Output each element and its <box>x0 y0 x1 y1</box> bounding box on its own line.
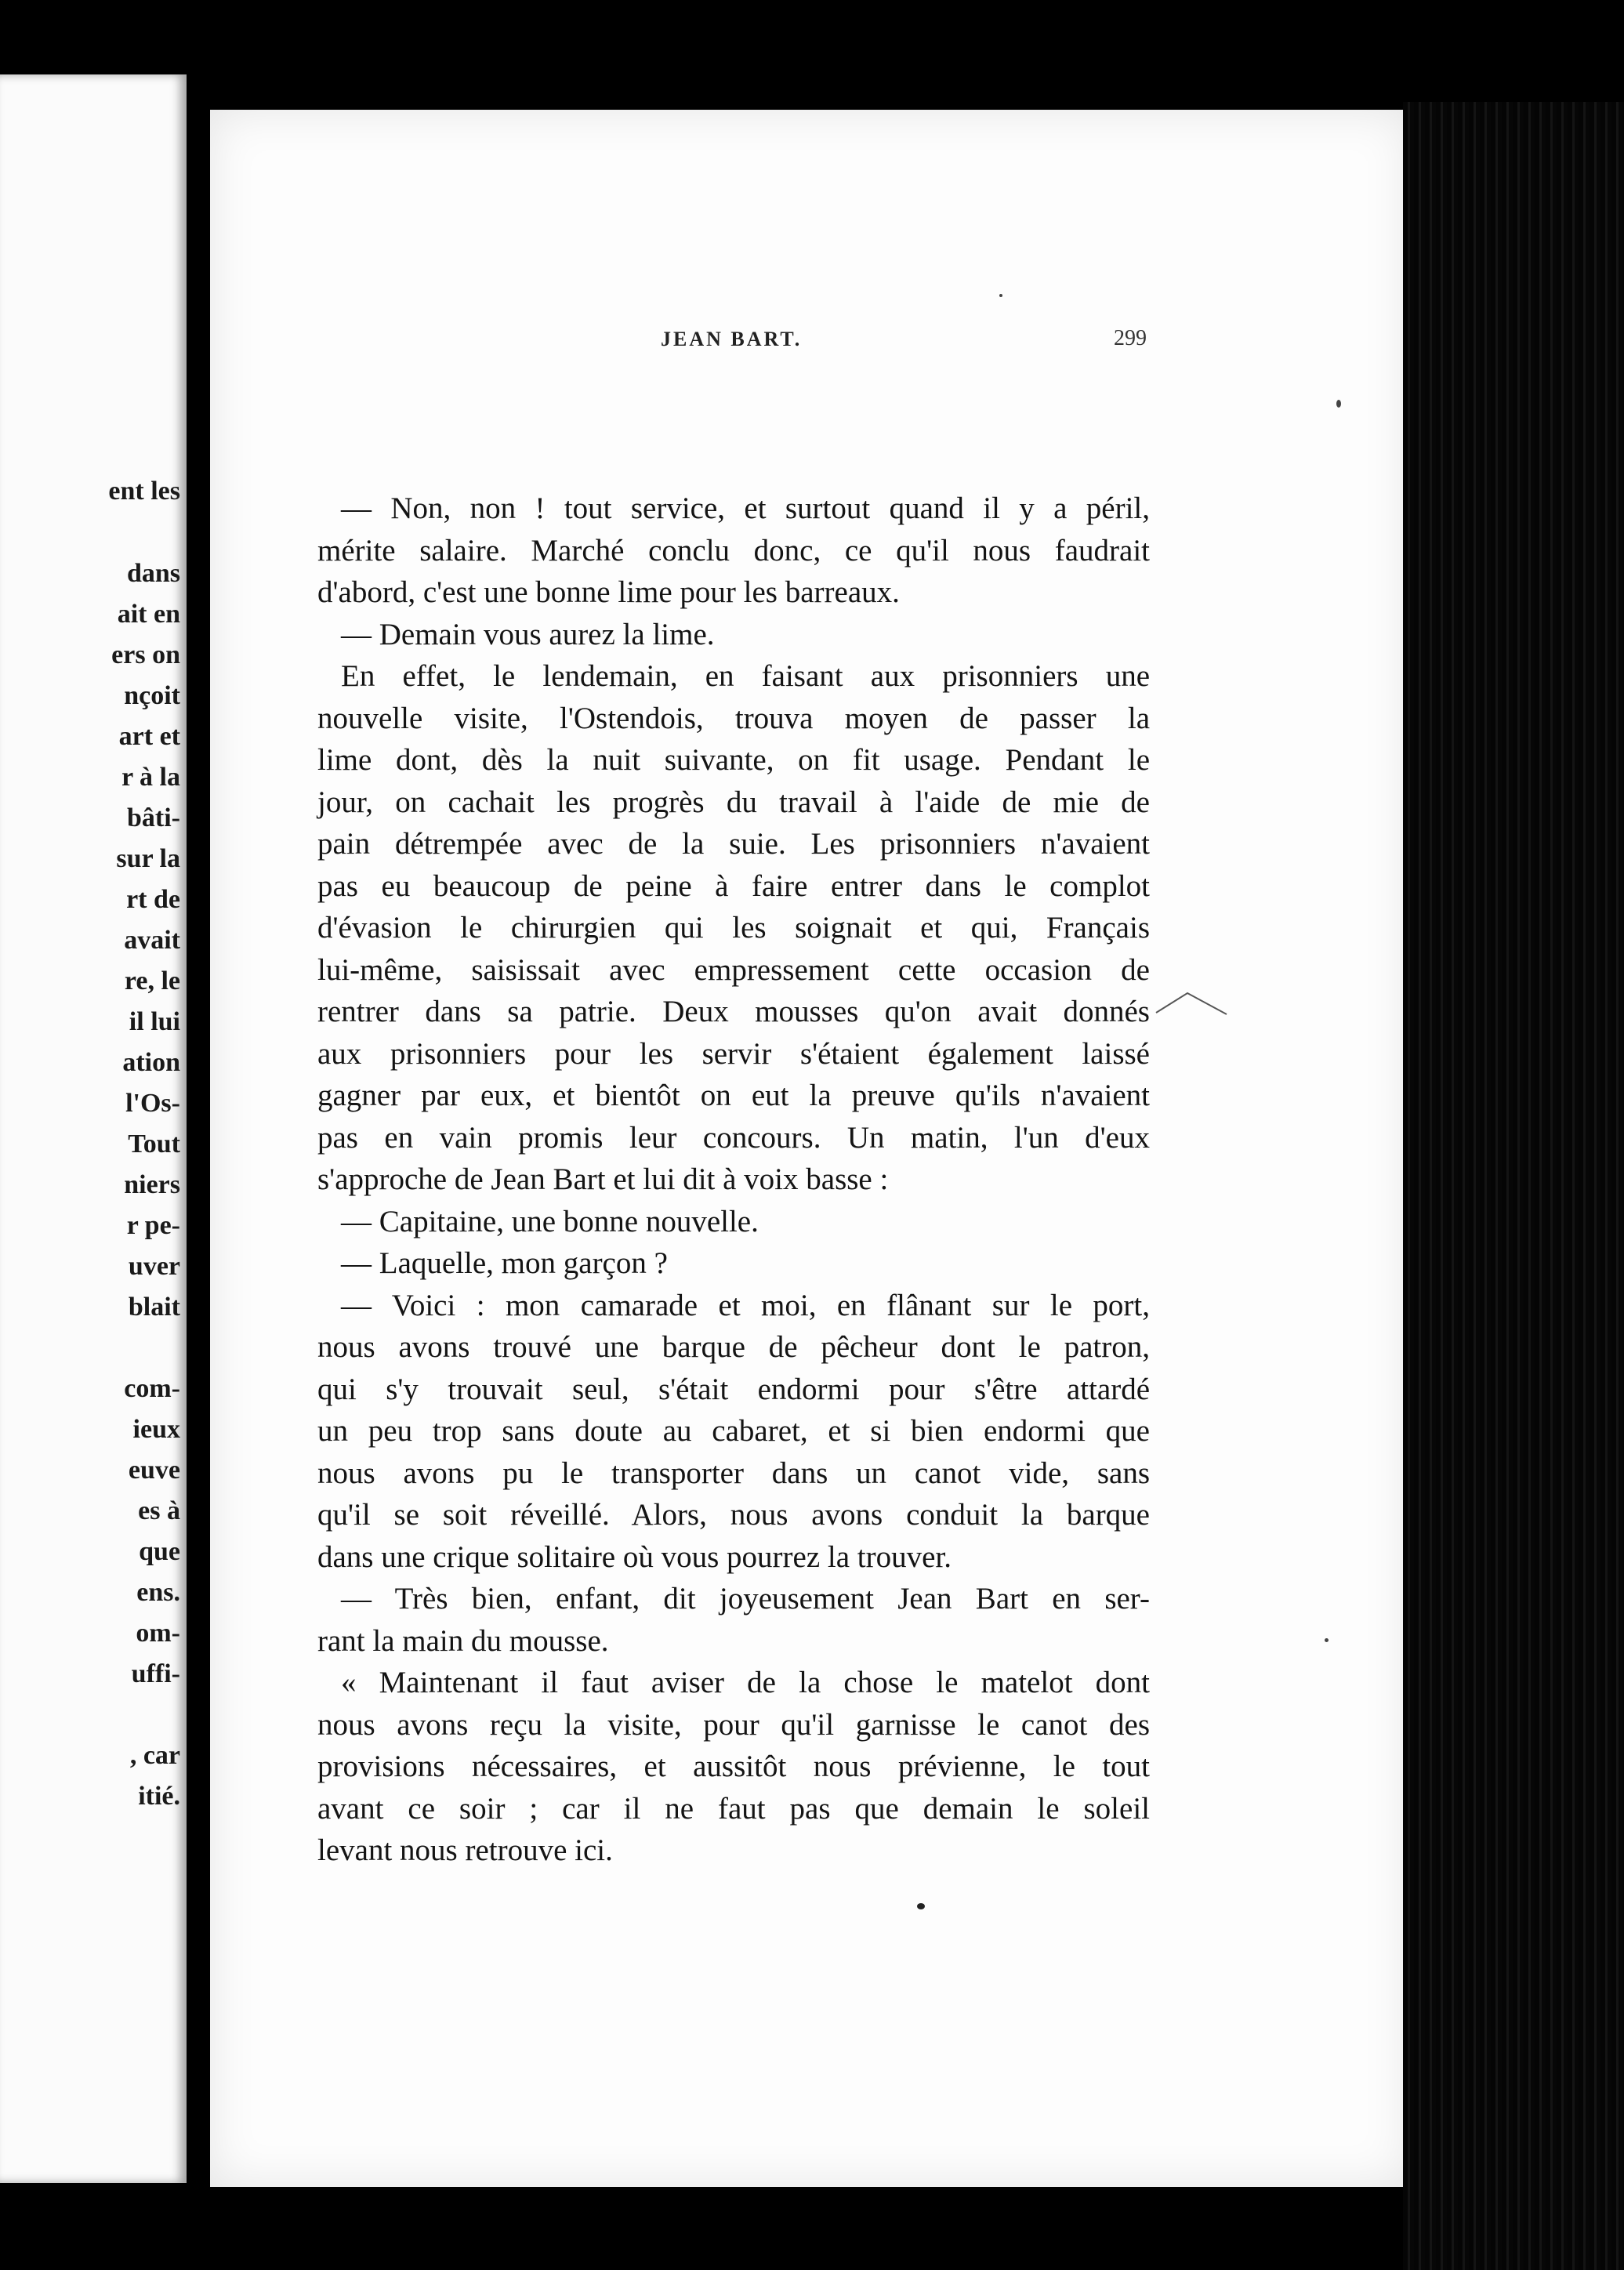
left-page-fragment: , car <box>129 1741 180 1770</box>
left-page-fragment: art et <box>118 722 180 751</box>
text-line: rentrer dans sa patrie. Deux mousses qu'on avait donnés <box>317 995 1150 1028</box>
text-line: d'abord, c'est une bonne lime pour les barreaux. <box>317 575 900 609</box>
left-page-fragment: uver <box>128 1252 180 1281</box>
left-page <box>0 74 187 2183</box>
text-line: rant la main du mousse. <box>317 1623 609 1658</box>
text-line: lui-même, saisissait avec empressement cette occasion de <box>317 952 1150 987</box>
text-line: — Voici : mon camarade et moi, en flânant sur le port, <box>341 1288 1150 1322</box>
left-page-fragment: rt de <box>126 885 180 914</box>
text-line: nous avons pu le transporter dans un canot vide, sans <box>317 1456 1150 1490</box>
left-page-fragment: bâti- <box>127 803 180 832</box>
left-page-fragment: com- <box>124 1374 180 1403</box>
ink-speck <box>1325 1638 1329 1642</box>
text-line: avant ce soir ; car il ne faut pas que demain le soleil <box>317 1791 1150 1826</box>
left-page-fragment: euve <box>128 1456 180 1485</box>
text-line: — Très bien, enfant, dit joyeusement Jean Bart en ser- <box>341 1582 1150 1615</box>
running-title: JEAN BART. <box>661 328 803 350</box>
left-page-fragment: itié. <box>138 1782 180 1811</box>
text-line: s'approche de Jean Bart et lui dit à voix basse : <box>317 1162 889 1196</box>
text-line: « Maintenant il faut aviser de la chose le matelot dont <box>341 1666 1150 1699</box>
left-page-fragment: ait en <box>117 600 180 629</box>
text-line: jour, on cachait les progrès du travail à l'aide de mie de <box>317 785 1150 819</box>
text-line: — Demain vous aurez la lime. <box>341 617 715 651</box>
left-page-fragment: re, le <box>124 966 180 995</box>
page-number: 299 <box>1114 326 1147 350</box>
left-page-fragment: nçoit <box>124 681 180 710</box>
left-page-fragment: niers <box>124 1170 180 1199</box>
left-page-fragment: es à <box>138 1496 180 1525</box>
text-line: — Laquelle, mon garçon ? <box>341 1246 668 1280</box>
text-line: un peu trop sans doute au cabaret, et si bien endormi que <box>317 1414 1150 1448</box>
book-edge <box>1403 102 1624 2270</box>
left-page-fragment: l'Os- <box>125 1089 180 1118</box>
left-page-fragment: ens. <box>136 1578 180 1607</box>
left-page-fragment: uffi- <box>131 1659 180 1688</box>
ink-speck <box>999 294 1002 297</box>
text-line: gagner par eux, et bientôt on eut la preuve qu'ils n'avaient <box>317 1079 1150 1112</box>
pencil-mark-icon <box>1152 989 1231 1028</box>
body-text <box>317 488 1150 1872</box>
text-line: pas eu beaucoup de peine à faire entrer dans le complot <box>317 868 1150 903</box>
text-line: lime dont, dès la nuit suivante, on fit usage. Pendant le <box>317 743 1150 777</box>
ink-speck <box>1336 400 1341 408</box>
text-line: En effet, le lendemain, en faisant aux prisonniers une <box>341 659 1150 693</box>
text-line: qui s'y trouvait seul, s'était endormi pour s'être attardé <box>317 1372 1150 1406</box>
text-line: dans une crique solitaire où vous pourrez la trouver. <box>317 1539 952 1574</box>
left-page-fragment: Tout <box>128 1130 180 1159</box>
text-line: levant nous retrouve ici. <box>317 1833 613 1867</box>
text-line: pain détrempée avec de la suie. Les prisonniers n'avaient <box>317 827 1150 861</box>
ink-dot <box>917 1903 925 1909</box>
text-line: aux prisonniers pour les servir s'étaient également laissé <box>317 1036 1150 1071</box>
left-page-fragment: que <box>139 1537 180 1566</box>
left-page-fragment: blait <box>128 1293 180 1322</box>
text-line: nous avons trouvé une barque de pêcheur dont le patron, <box>317 1330 1150 1364</box>
text-line: nous avons reçu la visite, pour qu'il garnisse le canot des <box>317 1707 1150 1742</box>
left-page-fragment: ieux <box>132 1415 180 1444</box>
text-line: provisions nécessaires, et aussitôt nous prévienne, le tout <box>317 1750 1150 1783</box>
text-line: mérite salaire. Marché conclu donc, ce qu'il nous faudrait <box>317 533 1150 568</box>
left-page-fragment: r à la <box>121 763 180 792</box>
left-page-fragment: om- <box>136 1619 180 1648</box>
text-line: — Non, non ! tout service, et surtout quand il y a péril, <box>341 491 1150 525</box>
left-page-fragment: dans <box>126 559 180 588</box>
left-page-fragment: avait <box>124 926 180 955</box>
text-line: d'évasion le chirurgien qui les soignait et qui, Français <box>317 911 1150 945</box>
left-page-fragment: ent les <box>108 477 180 506</box>
left-page-fragment: ers on <box>111 640 180 669</box>
text-line: qu'il se soit réveillé. Alors, nous avons conduit la barque <box>317 1498 1150 1532</box>
text-line: nouvelle visite, l'Ostendois, trouva moyen de passer la <box>317 701 1150 735</box>
book-gutter <box>187 0 212 2270</box>
text-line: pas en vain promis leur concours. Un matin, l'un d'eux <box>317 1120 1150 1155</box>
text-line: — Capitaine, une bonne nouvelle. <box>341 1204 759 1238</box>
left-page-fragment: il lui <box>129 1007 180 1036</box>
running-head <box>210 328 1409 367</box>
left-page-fragment: ation <box>122 1048 180 1077</box>
left-page-fragment: sur la <box>116 844 180 873</box>
left-page-fragment: r pe- <box>126 1211 180 1240</box>
